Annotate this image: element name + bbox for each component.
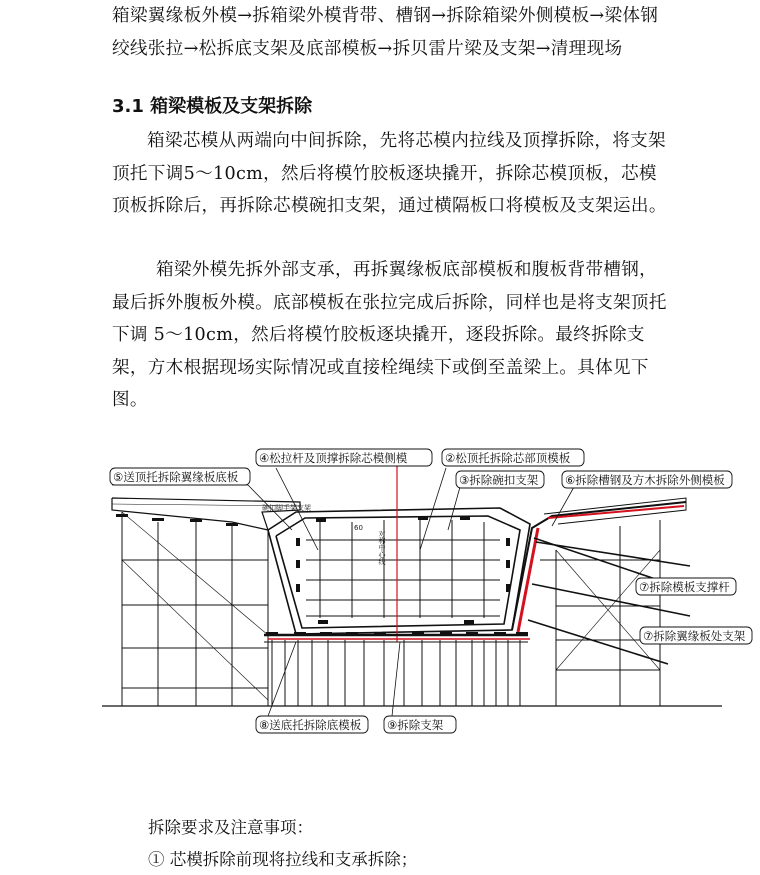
- center-line-note: 对称中心线: [378, 530, 386, 565]
- label-core-top-mold: ②松顶托拆除芯部顶模板: [445, 451, 571, 465]
- box-section: [268, 508, 530, 634]
- notes-item-1: ① 芯模拆除前现将拉线和支承拆除；: [148, 850, 418, 869]
- label-core-side-mold: ④松拉杆及顶撑拆除芯模侧模: [259, 451, 408, 465]
- flange-tabs: [116, 514, 238, 526]
- label-remove-support: ⑨拆除支架: [387, 718, 444, 732]
- label-bottom-mold: ⑧送底托拆除底模板: [259, 718, 362, 732]
- label-bowl-scaffold: ③拆除碗扣支架: [459, 473, 539, 487]
- label-flange-support: ⑦拆除翼缘板处支架: [643, 629, 746, 643]
- core-mold-paragraph: 箱梁芯模从两端向中间拆除，先将芯模内拉线及顶撑拆除，将支架顶托下调5～10cm，然后将模竹胶板逐块撬开，拆除芯模顶板，芯模顶板拆除后，再拆除芯模碗扣支架，通过横隔板口将模板及支架运出。: [112, 131, 667, 216]
- left-scaffold: [122, 512, 268, 706]
- bottom-supports: [264, 640, 528, 706]
- label-outer-mold: ⑥拆除槽钢及方木拆除外侧模板: [565, 473, 725, 487]
- label-flange-bottom: ⑤送顶托拆除翼缘板底板: [113, 470, 239, 484]
- right-scaffold: [540, 520, 660, 706]
- section-heading: 3.1 箱梁模板及支架拆除: [112, 96, 313, 117]
- core-scaffold: [306, 520, 500, 618]
- label-support-rods: ⑦拆除模板支撑杆: [639, 580, 730, 594]
- outer-mold-paragraph: 箱梁外模先拆外部支承，再拆翼缘板底部模板和腹板背带槽钢，最后拆外腹板外模。底部模板在张拉完成后拆除，同样也是将支架顶托下调 5～10cm，然后将模竹胶板逐块撬开，逐段拆除。最终拆除支架，方木根据现场实际情况或直接栓绳续下或倒至盖梁上。具体见下图。: [112, 260, 667, 410]
- core-mold-bolts: [296, 516, 510, 624]
- intro-paragraph: 箱梁翼缘板外模→拆箱梁外模背带、槽钢→拆除箱梁外侧模板→梁体钢绞线张拉→松拆底支架及底部模板→拆贝雷片梁及支架→清理现场: [112, 6, 659, 59]
- leader-lines: [112, 468, 690, 716]
- left-flange: [112, 498, 300, 530]
- diagonal-braces: [528, 538, 690, 664]
- box-girder-removal-diagram: [0, 430, 760, 750]
- notes-title: 拆除要求及注意事项：: [148, 818, 313, 837]
- scaffold-note: 碗扣脚手架支架: [262, 504, 311, 512]
- dim-60: 60: [354, 524, 363, 532]
